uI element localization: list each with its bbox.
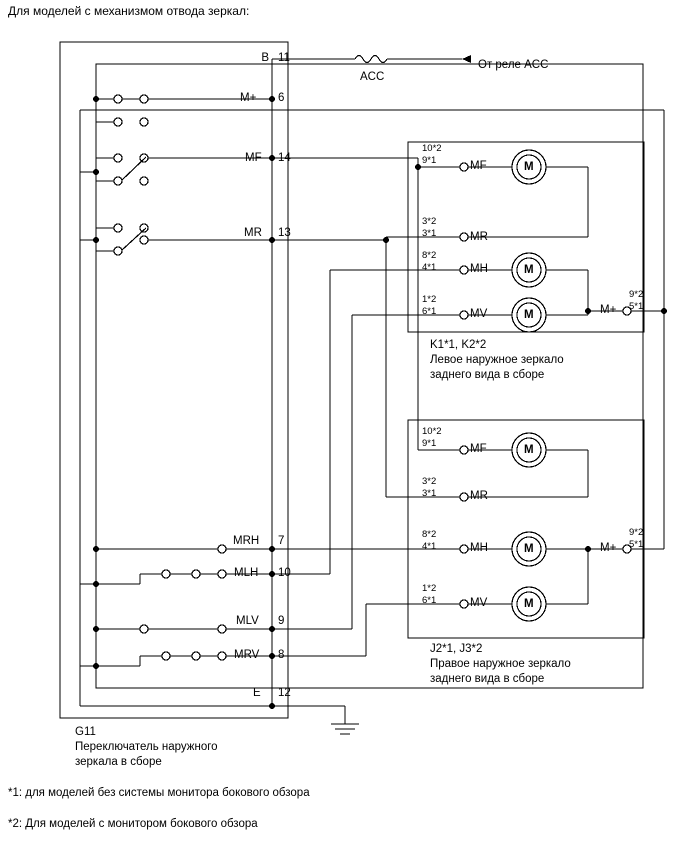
switch-connector-code: G11 — [75, 726, 96, 738]
right-mirror-terminal-mf: MF — [470, 443, 487, 455]
right-mirror-motor-mf-icon: M — [524, 444, 534, 456]
terminal-label-e: E — [253, 687, 261, 699]
left-mirror-mr-pin-top: 3*2 — [422, 216, 437, 227]
terminal-pin-mrh: 7 — [278, 535, 285, 547]
switch-connector-desc-2: зеркала в сборе — [75, 756, 162, 768]
left-mirror-mh-pin-bottom: 4*1 — [422, 262, 437, 273]
right-mirror-motor-mv-icon: M — [524, 598, 534, 610]
left-mirror-terminal-mr: MR — [470, 231, 488, 243]
terminal-pin-b: 11 — [278, 52, 290, 64]
terminal-label-mrv: MRV — [234, 649, 260, 661]
left-mirror-mf-pin-bottom: 9*1 — [422, 155, 437, 166]
acc-relay-source-label: От реле ACC — [478, 59, 549, 71]
right-mirror-mh-pin-bottom: 4*1 — [422, 541, 437, 552]
right-mirror-motor-mh-icon: M — [524, 543, 534, 555]
right-mirror-desc-1: Правое наружное зеркало — [430, 658, 571, 670]
left-mirror-terminal-mf: MF — [470, 160, 487, 172]
terminal-pin-mf: 14 — [278, 152, 291, 164]
left-mirror-desc-1: Левое наружное зеркало — [430, 354, 564, 366]
right-mirror-power-pin-top: 9*2 — [629, 527, 644, 538]
terminal-pin-mlv: 9 — [278, 615, 285, 627]
right-mirror-mr-pin-top: 3*2 — [422, 476, 437, 487]
terminal-label-mlv: MLV — [236, 615, 259, 627]
right-mirror-mf-pin-top: 10*2 — [422, 426, 442, 437]
right-mirror-power-label: M+ — [600, 542, 617, 554]
terminal-label-mr: MR — [244, 227, 262, 239]
left-mirror-desc-2: заднего вида в сборе — [430, 369, 545, 381]
left-mirror-mv-pin-top: 1*2 — [422, 294, 437, 305]
terminal-pin-e: 12 — [278, 687, 291, 699]
footnote-2: *2: Для моделей с монитором бокового обзора — [8, 818, 258, 830]
fuse-label-acc: ACC — [360, 71, 385, 83]
terminal-pin-mlh: 10 — [278, 567, 291, 579]
left-mirror-mf-pin-top: 10*2 — [422, 143, 442, 154]
right-mirror-mr-pin-bottom: 3*1 — [422, 488, 437, 499]
right-mirror-terminal-mr: MR — [470, 490, 488, 502]
left-mirror-power-pin-top: 9*2 — [629, 289, 644, 300]
terminal-pin-mrv: 8 — [278, 649, 285, 661]
right-mirror-terminal-mh: MH — [470, 542, 488, 554]
terminal-label-b: B — [261, 52, 269, 64]
footnote-1: *1: для моделей без системы монитора бокового обзора — [8, 787, 310, 799]
left-mirror-motor-mf-icon: M — [524, 161, 534, 173]
left-mirror-mr-pin-bottom: 3*1 — [422, 228, 437, 239]
left-mirror-motor-mh-icon: M — [524, 264, 534, 276]
terminal-label-mf: MF — [245, 152, 262, 164]
terminal-label-mlh: MLH — [234, 567, 259, 579]
right-mirror-desc-2: заднего вида в сборе — [430, 673, 545, 685]
right-mirror-mf-pin-bottom: 9*1 — [422, 438, 437, 449]
switch-connector-desc-1: Переключатель наружного — [75, 741, 218, 753]
left-mirror-terminal-mh: MH — [470, 263, 488, 275]
left-mirror-mv-pin-bottom: 6*1 — [422, 306, 437, 317]
right-mirror-code: J2*1, J3*2 — [430, 643, 483, 655]
terminal-label-mplus: M+ — [240, 92, 257, 104]
page-title: Для моделей с механизмом отвода зеркал: — [8, 4, 250, 18]
left-mirror-terminal-mv: MV — [470, 308, 488, 320]
terminal-pin-mr: 13 — [278, 227, 291, 239]
right-mirror-mh-pin-top: 8*2 — [422, 529, 437, 540]
left-mirror-motor-mv-icon: M — [524, 309, 534, 321]
left-mirror-power-pin-bottom: 5*1 — [629, 301, 644, 312]
terminal-label-mrh: MRH — [233, 535, 260, 547]
right-mirror-terminal-mv: MV — [470, 597, 488, 609]
left-mirror-power-label: M+ — [600, 304, 617, 316]
left-mirror-code: K1*1, K2*2 — [430, 339, 487, 351]
terminal-pin-mplus: 6 — [278, 92, 285, 104]
left-mirror-mh-pin-top: 8*2 — [422, 250, 437, 261]
right-mirror-mv-pin-bottom: 6*1 — [422, 595, 437, 606]
right-mirror-power-pin-bottom: 5*1 — [629, 539, 644, 550]
right-mirror-mv-pin-top: 1*2 — [422, 583, 437, 594]
